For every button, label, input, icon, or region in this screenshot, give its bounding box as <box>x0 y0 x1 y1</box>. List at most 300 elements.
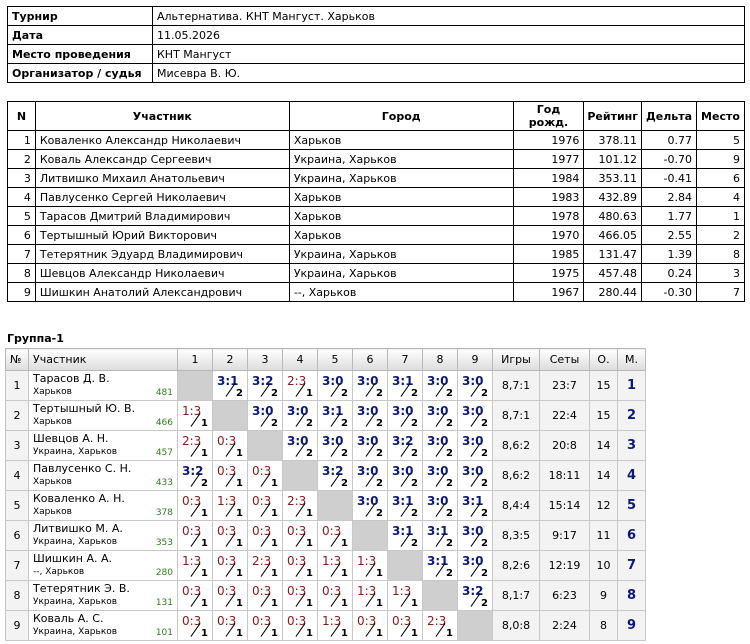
match-score: 3:0 <box>462 464 484 478</box>
match-points: 2 <box>341 418 348 429</box>
group-header: 4 <box>283 349 318 371</box>
match-score-cell <box>248 491 283 521</box>
group-row-number: 8 <box>6 581 29 611</box>
group-sets: 23:7 <box>540 371 590 401</box>
participant-cell: 1 <box>696 207 744 226</box>
group-row-number: 9 <box>6 611 29 641</box>
match-points: 1 <box>376 628 383 639</box>
match-score-cell <box>178 431 213 461</box>
participants-header: Участник <box>35 102 289 131</box>
group-sets: 2:24 <box>540 611 590 641</box>
player-name: Тарасов Д. В. <box>33 372 110 385</box>
participants-header: Рейтинг <box>584 102 642 131</box>
match-score-cell <box>248 461 283 491</box>
player-rating: 378 <box>155 508 173 518</box>
group-title: Группа-1 <box>7 332 64 345</box>
participant-cell: 378.11 <box>584 131 642 150</box>
self-cell <box>458 611 493 641</box>
match-score: 0:3 <box>322 584 342 598</box>
match-score-cell <box>318 371 353 401</box>
match-score-cell <box>388 491 423 521</box>
group-player <box>29 521 178 551</box>
group-sets: 20:8 <box>540 431 590 461</box>
group-header: 8 <box>423 349 458 371</box>
match-points: 1 <box>271 478 278 489</box>
participant-cell: 7 <box>696 283 744 302</box>
participant-cell: 432.89 <box>584 188 642 207</box>
match-score-cell <box>353 611 388 641</box>
match-points: 2 <box>481 418 488 429</box>
participants-header: Город <box>289 102 513 131</box>
match-score: 3:1 <box>427 554 449 568</box>
participant-cell: Тарасов Дмитрий Владимирович <box>35 207 289 226</box>
match-score: 3:1 <box>322 404 344 418</box>
participant-cell: Харьков <box>289 226 513 245</box>
match-score-cell <box>213 521 248 551</box>
participants-header: Место <box>696 102 744 131</box>
match-score-cell <box>423 521 458 551</box>
match-score: 3:0 <box>357 494 379 508</box>
info-label: Турнир <box>8 7 153 26</box>
match-points: 2 <box>306 448 313 459</box>
match-score: 3:0 <box>427 494 449 508</box>
match-score-cell <box>353 551 388 581</box>
group-header: М. <box>618 349 646 371</box>
match-points: 1 <box>341 538 348 549</box>
group-header: Участник <box>29 349 178 371</box>
participant-cell: 0.24 <box>642 264 697 283</box>
group-row <box>6 401 646 431</box>
group-header: Сеты <box>540 349 590 371</box>
group-header: 5 <box>318 349 353 371</box>
player-city: Харьков <box>33 387 72 397</box>
group-points: 11 <box>590 521 618 551</box>
match-points: 1 <box>271 568 278 579</box>
player-rating: 481 <box>155 388 173 398</box>
participant-cell: Коваль Александр Сергеевич <box>35 150 289 169</box>
participant-cell: --, Харьков <box>289 283 513 302</box>
match-score: 0:3 <box>252 464 272 478</box>
participant-cell: 2.55 <box>642 226 697 245</box>
group-row-number: 5 <box>6 491 29 521</box>
participant-cell: -0.70 <box>642 150 697 169</box>
participant-cell: 2 <box>696 226 744 245</box>
participant-cell: 2 <box>8 150 36 169</box>
group-cross-table <box>5 348 646 641</box>
group-player <box>29 401 178 431</box>
match-score: 3:0 <box>462 554 484 568</box>
match-points: 2 <box>376 388 383 399</box>
match-score: 0:3 <box>252 524 272 538</box>
group-sets: 18:11 <box>540 461 590 491</box>
info-row <box>8 26 745 45</box>
participant-cell: Шевцов Александр Николаевич <box>35 264 289 283</box>
match-points: 1 <box>411 598 418 609</box>
player-city: Харьков <box>33 477 72 487</box>
match-score: 3:0 <box>357 404 379 418</box>
info-value: Альтернатива. КНТ Мангуст. Харьков <box>153 7 745 26</box>
participant-row <box>8 188 745 207</box>
match-points: 2 <box>446 508 453 519</box>
match-score: 0:3 <box>252 584 272 598</box>
match-score: 0:3 <box>182 494 202 508</box>
info-value: Мисевра В. Ю. <box>153 64 745 83</box>
group-player <box>29 551 178 581</box>
participant-cell: Литвишко Михаил Анатольевич <box>35 169 289 188</box>
match-score: 0:3 <box>182 524 202 538</box>
match-score: 3:0 <box>427 374 449 388</box>
match-points: 2 <box>271 418 278 429</box>
self-cell <box>388 551 423 581</box>
participant-cell: Тертышный Юрий Викторович <box>35 226 289 245</box>
group-sets: 15:14 <box>540 491 590 521</box>
match-score-cell <box>353 461 388 491</box>
match-score: 0:3 <box>217 464 237 478</box>
match-score-cell <box>283 581 318 611</box>
match-score: 3:0 <box>357 464 379 478</box>
match-points: 2 <box>201 478 208 489</box>
match-score-cell <box>458 491 493 521</box>
group-row <box>6 491 646 521</box>
match-points: 1 <box>201 628 208 639</box>
participant-cell: 3 <box>8 169 36 188</box>
group-points: 10 <box>590 551 618 581</box>
player-rating: 101 <box>155 628 173 638</box>
self-cell <box>213 401 248 431</box>
player-city: Харьков <box>33 507 72 517</box>
group-player <box>29 461 178 491</box>
match-score: 3:0 <box>392 464 414 478</box>
self-cell <box>248 431 283 461</box>
match-points: 2 <box>271 388 278 399</box>
group-place: 5 <box>618 491 646 521</box>
participant-cell: 4 <box>696 188 744 207</box>
info-label: Дата <box>8 26 153 45</box>
match-score: 3:1 <box>392 524 414 538</box>
match-score-cell <box>178 551 213 581</box>
participants-table <box>7 101 745 302</box>
match-points: 2 <box>341 478 348 489</box>
match-score: 3:0 <box>462 374 484 388</box>
group-header: 9 <box>458 349 493 371</box>
participant-row <box>8 131 745 150</box>
group-sets: 9:17 <box>540 521 590 551</box>
match-score-cell <box>213 611 248 641</box>
participant-cell: Украина, Харьков <box>289 264 513 283</box>
match-score: 3:2 <box>182 464 204 478</box>
group-row <box>6 461 646 491</box>
match-points: 1 <box>446 628 453 639</box>
participant-cell: 1975 <box>513 264 584 283</box>
group-row <box>6 551 646 581</box>
match-score-cell <box>318 401 353 431</box>
match-score: 1:3 <box>357 554 377 568</box>
match-score: 0:3 <box>182 584 202 598</box>
match-score-cell <box>213 551 248 581</box>
match-points: 1 <box>306 568 313 579</box>
participant-cell: Павлусенко Сергей Николаевич <box>35 188 289 207</box>
player-rating: 466 <box>155 418 173 428</box>
group-points: 14 <box>590 461 618 491</box>
group-place: 2 <box>618 401 646 431</box>
participants-header: Дельта <box>642 102 697 131</box>
group-games: 8,4:4 <box>493 491 540 521</box>
participant-row <box>8 226 745 245</box>
match-points: 1 <box>271 508 278 519</box>
self-cell <box>423 581 458 611</box>
group-player <box>29 491 178 521</box>
match-score: 3:0 <box>427 404 449 418</box>
match-points: 2 <box>236 388 243 399</box>
match-score-cell <box>423 431 458 461</box>
match-points: 1 <box>201 508 208 519</box>
match-points: 1 <box>201 538 208 549</box>
match-score: 3:2 <box>252 374 274 388</box>
group-place: 1 <box>618 371 646 401</box>
match-score: 3:2 <box>462 584 484 598</box>
match-score-cell <box>353 371 388 401</box>
group-place: 6 <box>618 521 646 551</box>
match-points: 1 <box>236 478 243 489</box>
match-points: 1 <box>271 628 278 639</box>
participant-cell: 1.39 <box>642 245 697 264</box>
match-points: 2 <box>446 478 453 489</box>
player-rating: 457 <box>155 448 173 458</box>
info-label: Место проведения <box>8 45 153 64</box>
match-points: 1 <box>376 598 383 609</box>
participant-cell: 101.12 <box>584 150 642 169</box>
match-score-cell <box>178 491 213 521</box>
match-score-cell <box>283 401 318 431</box>
match-score-cell <box>178 521 213 551</box>
player-city: Украина, Харьков <box>33 537 118 547</box>
match-score-cell <box>423 461 458 491</box>
match-score: 3:0 <box>287 404 309 418</box>
match-score-cell <box>458 431 493 461</box>
player-name: Литвишко М. А. <box>33 522 123 535</box>
match-score: 3:0 <box>392 404 414 418</box>
match-points: 2 <box>411 538 418 549</box>
match-score-cell <box>248 611 283 641</box>
group-row-number: 3 <box>6 431 29 461</box>
participant-cell: 5 <box>8 207 36 226</box>
match-score: 3:0 <box>287 434 309 448</box>
participant-cell: -0.30 <box>642 283 697 302</box>
participant-cell: 1984 <box>513 169 584 188</box>
tournament-info-table <box>7 6 745 83</box>
participant-cell: 9 <box>696 150 744 169</box>
participant-row <box>8 207 745 226</box>
match-points: 2 <box>306 418 313 429</box>
match-score-cell <box>388 401 423 431</box>
match-score: 0:3 <box>217 524 237 538</box>
match-score: 3:0 <box>322 374 344 388</box>
participant-cell: 8 <box>696 245 744 264</box>
participant-cell: 1977 <box>513 150 584 169</box>
match-score: 0:3 <box>217 554 237 568</box>
match-score-cell <box>178 611 213 641</box>
player-rating: 353 <box>155 538 173 548</box>
self-cell <box>283 461 318 491</box>
match-points: 1 <box>411 628 418 639</box>
match-score: 0:3 <box>287 554 307 568</box>
participant-cell: 1970 <box>513 226 584 245</box>
participant-cell: 1.77 <box>642 207 697 226</box>
participant-row <box>8 283 745 302</box>
match-score: 3:1 <box>217 374 239 388</box>
match-score-cell <box>423 371 458 401</box>
group-games: 8,6:2 <box>493 461 540 491</box>
group-points: 15 <box>590 371 618 401</box>
match-score-cell <box>458 581 493 611</box>
player-city: Украина, Харьков <box>33 447 118 457</box>
match-score-cell <box>283 521 318 551</box>
match-points: 2 <box>481 508 488 519</box>
participant-cell: Коваленко Александр Николаевич <box>35 131 289 150</box>
match-points: 2 <box>481 448 488 459</box>
match-points: 2 <box>446 538 453 549</box>
participant-cell: 480.63 <box>584 207 642 226</box>
match-score: 3:1 <box>392 374 414 388</box>
participants-header: Год рожд. <box>513 102 584 131</box>
match-score-cell <box>318 611 353 641</box>
info-row <box>8 45 745 64</box>
match-points: 1 <box>306 388 313 399</box>
group-header: 2 <box>213 349 248 371</box>
match-score-cell <box>388 461 423 491</box>
match-points: 2 <box>411 448 418 459</box>
match-score-cell <box>388 371 423 401</box>
match-score: 0:3 <box>287 524 307 538</box>
player-name: Шишкин А. А. <box>33 552 112 565</box>
match-score-cell <box>318 581 353 611</box>
participant-cell: 2.84 <box>642 188 697 207</box>
match-points: 2 <box>411 388 418 399</box>
match-score: 3:0 <box>357 434 379 448</box>
match-score: 3:0 <box>357 374 379 388</box>
group-header: 7 <box>388 349 423 371</box>
match-score: 0:3 <box>392 614 412 628</box>
group-player <box>29 581 178 611</box>
participant-cell: 0.77 <box>642 131 697 150</box>
participants-header: N <box>8 102 36 131</box>
match-score-cell <box>388 431 423 461</box>
match-points: 1 <box>341 598 348 609</box>
match-score-cell <box>178 581 213 611</box>
participant-cell: 466.05 <box>584 226 642 245</box>
match-score-cell <box>213 371 248 401</box>
match-score-cell <box>353 581 388 611</box>
match-score-cell <box>213 461 248 491</box>
participant-cell: 9 <box>8 283 36 302</box>
match-points: 1 <box>376 568 383 579</box>
match-score: 2:3 <box>287 374 307 388</box>
match-points: 1 <box>236 568 243 579</box>
match-points: 1 <box>306 628 313 639</box>
match-score-cell <box>458 521 493 551</box>
match-points: 1 <box>236 538 243 549</box>
match-score: 3:0 <box>462 524 484 538</box>
match-score-cell <box>178 461 213 491</box>
match-points: 1 <box>201 418 208 429</box>
participant-cell: 1985 <box>513 245 584 264</box>
group-player <box>29 371 178 401</box>
group-games: 8,6:2 <box>493 431 540 461</box>
participant-cell: -0.41 <box>642 169 697 188</box>
match-score: 3:2 <box>322 464 344 478</box>
match-score: 0:3 <box>182 614 202 628</box>
player-name: Павлусенко С. Н. <box>33 462 132 475</box>
participant-cell: 1978 <box>513 207 584 226</box>
group-sets: 6:23 <box>540 581 590 611</box>
participant-cell: Украина, Харьков <box>289 169 513 188</box>
match-score: 3:1 <box>427 524 449 538</box>
player-city: Украина, Харьков <box>33 627 118 637</box>
info-label: Организатор / судья <box>8 64 153 83</box>
player-rating: 131 <box>155 598 173 608</box>
group-row <box>6 581 646 611</box>
participant-cell: Украина, Харьков <box>289 245 513 264</box>
match-points: 2 <box>481 478 488 489</box>
match-score: 0:3 <box>357 614 377 628</box>
participant-row <box>8 169 745 188</box>
self-cell <box>318 491 353 521</box>
match-points: 1 <box>201 568 208 579</box>
match-score-cell <box>388 521 423 551</box>
match-score: 1:3 <box>392 584 412 598</box>
player-rating: 433 <box>155 478 173 488</box>
match-score-cell <box>248 401 283 431</box>
match-score-cell <box>318 461 353 491</box>
participant-cell: 5 <box>696 131 744 150</box>
match-score: 3:0 <box>322 434 344 448</box>
match-score-cell <box>283 371 318 401</box>
participant-cell: 1976 <box>513 131 584 150</box>
participant-cell: 131.47 <box>584 245 642 264</box>
match-score-cell <box>283 611 318 641</box>
match-score: 0:3 <box>217 614 237 628</box>
match-score: 0:3 <box>252 614 272 628</box>
match-score: 3:0 <box>462 404 484 418</box>
participant-cell: Украина, Харьков <box>289 150 513 169</box>
player-name: Коваленко А. Н. <box>33 492 125 505</box>
player-city: Харьков <box>33 417 72 427</box>
match-score-cell <box>213 431 248 461</box>
participant-cell: Харьков <box>289 188 513 207</box>
group-header: 1 <box>178 349 213 371</box>
match-score-cell <box>423 551 458 581</box>
group-points: 12 <box>590 491 618 521</box>
group-points: 8 <box>590 611 618 641</box>
match-score: 2:3 <box>182 434 202 448</box>
group-sets: 12:19 <box>540 551 590 581</box>
group-header: О. <box>590 349 618 371</box>
match-score-cell <box>458 371 493 401</box>
match-score: 0:3 <box>322 524 342 538</box>
group-header: 6 <box>353 349 388 371</box>
match-points: 1 <box>201 448 208 459</box>
participant-cell: Шишкин Анатолий Александрович <box>35 283 289 302</box>
info-row <box>8 7 745 26</box>
participant-cell: 457.48 <box>584 264 642 283</box>
group-row-number: 7 <box>6 551 29 581</box>
group-sets: 22:4 <box>540 401 590 431</box>
group-row-number: 4 <box>6 461 29 491</box>
match-points: 2 <box>446 418 453 429</box>
match-score-cell <box>388 611 423 641</box>
match-points: 2 <box>341 448 348 459</box>
match-score-cell <box>353 491 388 521</box>
